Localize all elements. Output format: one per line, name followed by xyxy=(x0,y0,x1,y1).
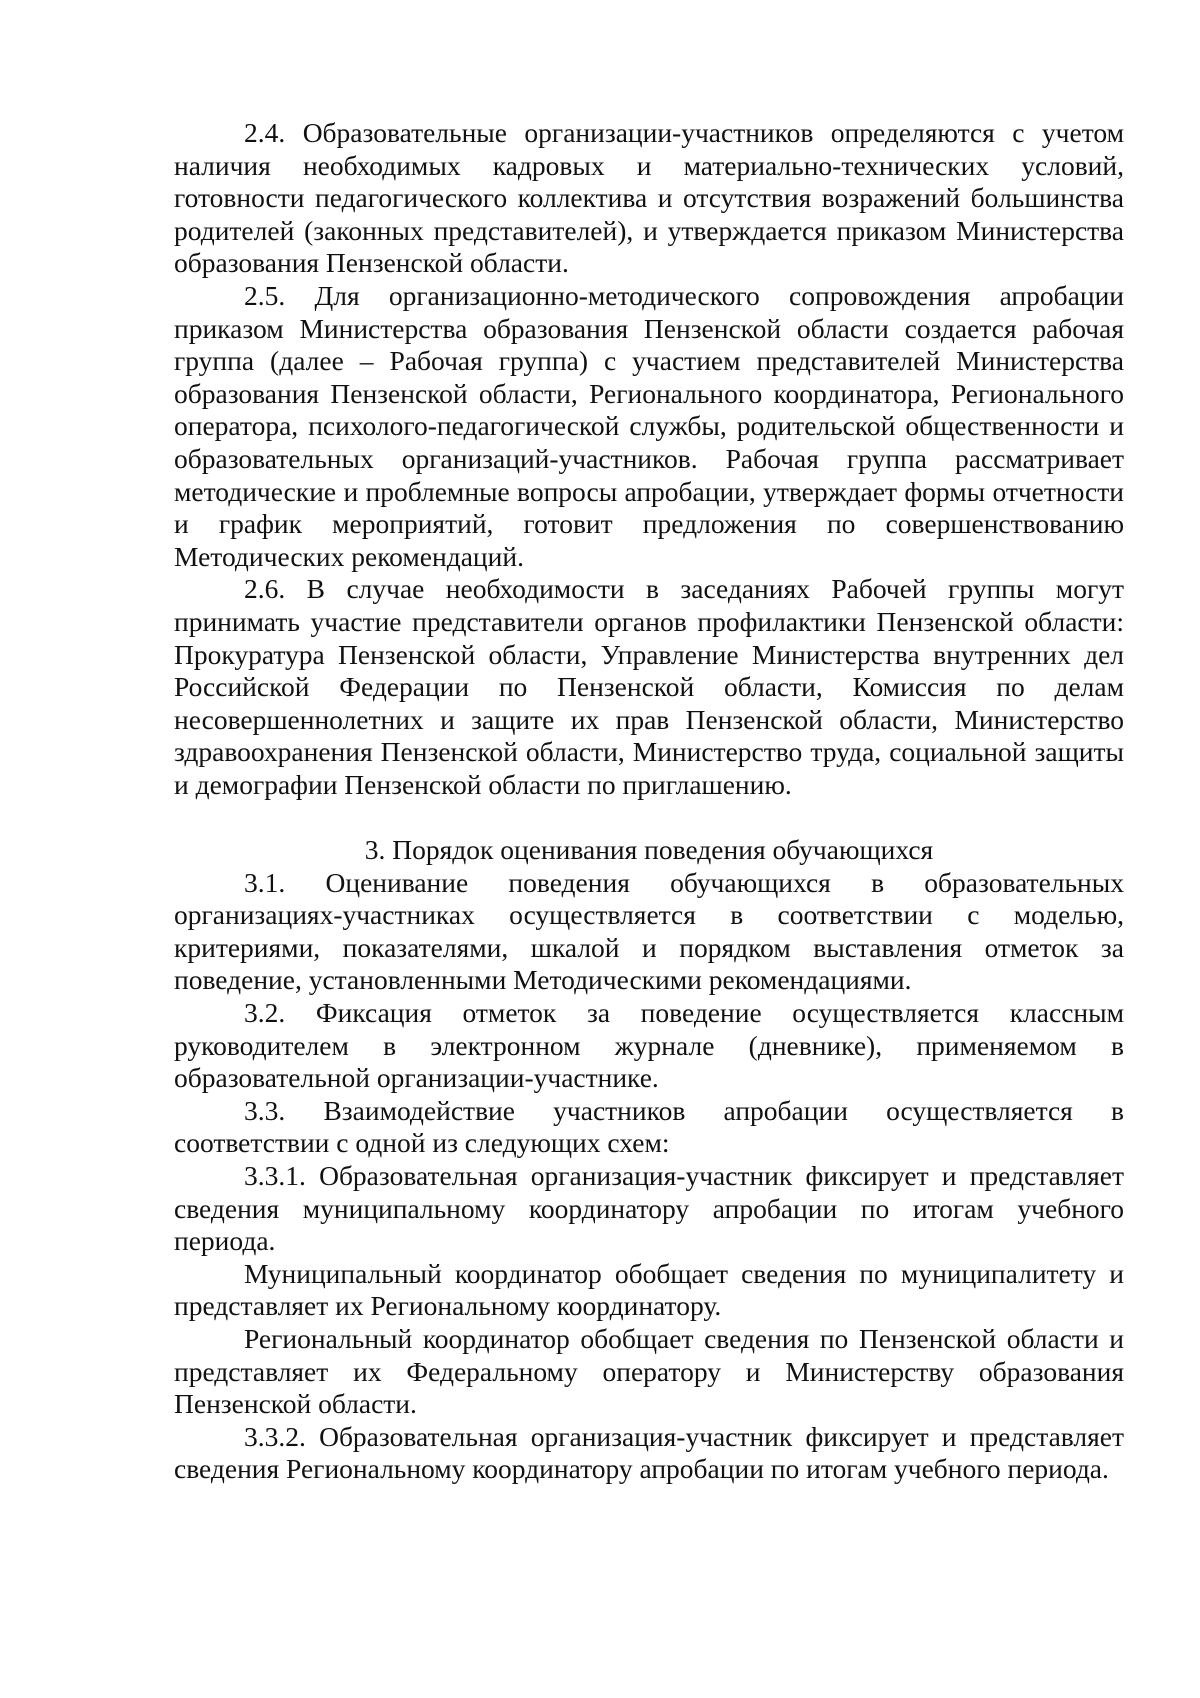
paragraph-2-4: 2.4. Образовательные организации-участников определяются с учетом наличия необходимых кадровых и материально-технических условий, готовности педагогического коллектива и отсутствия возражений большинства родителей (законных представителей), и утверждается приказом Министерства образования Пензенской области. xyxy=(174,117,1124,279)
paragraph-3-2: 3.2. Фиксация отметок за поведение осуществляется классным руководителем в электронном журнале (дневнике), применяемом в образовательной организации-участнике. xyxy=(174,997,1124,1094)
section-3-heading: 3. Порядок оценивания поведения обучающихся xyxy=(364,834,934,866)
paragraph-3-3-2: 3.3.2. Образовательная организация-участник фиксирует и представляет сведения Региональному координатору апробации по итогам учебного периода. xyxy=(174,1420,1124,1485)
paragraph-3-3: 3.3. Взаимодействие участников апробации осуществляется в соответствии с одной из следующих схем: xyxy=(174,1094,1124,1159)
paragraph-3-1: 3.1. Оценивание поведения обучающихся в образовательных организациях-участниках осуществляется в соответствии с моделью, критериями, показателями, шкалой и порядком выставления отметок за поведение, установленными Методическими рекомендациями. xyxy=(174,866,1124,996)
paragraph-regional-coordinator: Региональный координатор обобщает сведения по Пензенской области и представляет их Федеральному оператору и Министерству образования Пензенской области. xyxy=(174,1322,1124,1420)
paragraph-municipal-coordinator: Муниципальный координатор обобщает сведения по муниципалитету и представляет их Региональному координатору. xyxy=(174,1257,1124,1322)
blank-line xyxy=(174,801,1124,834)
document-page xyxy=(174,117,1124,1486)
paragraph-2-6: 2.6. В случае необходимости в заседаниях Рабочей группы могут принимать участие представители органов профилактики Пензенской области: Прокуратура Пензенской области, Управление Министерства внутренних дел Российской Федерации по Пензенской области, Комиссия по делам несовершеннолетних и защите их прав Пензенской области, Министерство здравоохранения Пензенской области, Министерство труда, социальной защиты и демографии Пензенской области по приглашению. xyxy=(174,573,1124,800)
paragraph-2-5: 2.5. Для организационно-методического сопровождения апробации приказом Министерства образования Пензенской области создается рабочая группа (далее – Рабочая группа) с участием представителей Министерства образования Пензенской области, Регионального координатора, Регионального оператора, психолого-педагогической службы, родительской общественности и образовательных организаций-участников. Рабочая группа рассматривает методические и проблемные вопросы апробации, утверждает формы отчетности и график мероприятий, готовит предложения по совершенствованию Методических рекомендаций. xyxy=(174,279,1124,572)
paragraph-3-3-1: 3.3.1. Образовательная организация-участник фиксирует и представляет сведения муниципальному координатору апробации по итогам учебного периода. xyxy=(174,1160,1124,1257)
